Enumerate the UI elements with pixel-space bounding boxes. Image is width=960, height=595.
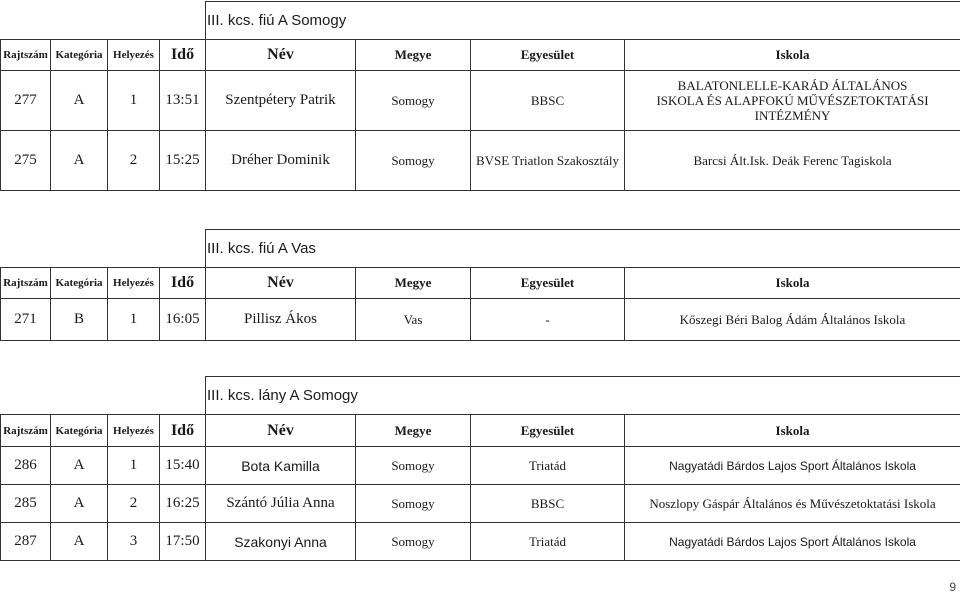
section-title [206, 230, 960, 268]
cell-nev: Szakonyi Anna [206, 523, 356, 561]
cell-helyezes: 1 [108, 447, 160, 485]
header-helyezes: Helyezés [108, 415, 160, 447]
cell-egyesulet: Triatád [471, 523, 625, 561]
header-ido: Idő [160, 40, 206, 71]
results-table-lany-somogy [0, 376, 960, 561]
title-spacer [1, 230, 206, 268]
header-egyesulet: Egyesület [471, 40, 625, 71]
cell-megye: Somogy [356, 485, 471, 523]
cell-helyezes: 1 [108, 299, 160, 341]
section-title-text: III. kcs. fiú A Vas [207, 240, 316, 257]
title-spacer [1, 2, 206, 40]
cell-nev: Pillisz Ákos [206, 299, 356, 341]
results-table-fiu-vas [0, 229, 960, 341]
cell-rajtszam: 271 [1, 299, 51, 341]
cell-helyezes: 2 [108, 485, 160, 523]
cell-helyezes: 3 [108, 523, 160, 561]
header-megye: Megye [356, 415, 471, 447]
header-kategoria: Kategória [51, 268, 108, 299]
cell-megye: Somogy [356, 447, 471, 485]
results-table-fiu-somogy [0, 1, 960, 191]
header-egyesulet: Egyesület [471, 415, 625, 447]
cell-rajtszam: 285 [1, 485, 51, 523]
cell-kategoria: B [51, 299, 108, 341]
cell-egyesulet: BVSE Triatlon Szakosztály [471, 131, 625, 191]
header-rajtszam: Rajtszám [1, 40, 51, 71]
cell-megye: Vas [356, 299, 471, 341]
cell-ido: 15:25 [160, 131, 206, 191]
section-title [206, 377, 960, 415]
cell-iskola: BALATONLELLE-KARÁD ÁLTALÁNOS ISKOLA ÉS ALAPFOKÚ MŰVÉSZETOKTATÁSI INTÉZMÉNY [625, 71, 960, 131]
table-row [1, 447, 960, 485]
header-helyezes: Helyezés [108, 40, 160, 71]
cell-megye: Somogy [356, 523, 471, 561]
header-ido: Idő [160, 415, 206, 447]
cell-rajtszam: 287 [1, 523, 51, 561]
cell-rajtszam: 286 [1, 447, 51, 485]
cell-kategoria: A [51, 131, 108, 191]
cell-iskola: Barcsi Ált.Isk. Deák Ferenc Tagiskola [625, 131, 960, 191]
cell-nev: Dréher Dominik [206, 131, 356, 191]
cell-kategoria: A [51, 523, 108, 561]
cell-ido: 13:51 [160, 71, 206, 131]
header-megye: Megye [356, 268, 471, 299]
cell-kategoria: A [51, 71, 108, 131]
header-egyesulet: Egyesület [471, 268, 625, 299]
cell-ido: 16:25 [160, 485, 206, 523]
table-row [1, 299, 960, 341]
table-row [1, 131, 960, 191]
cell-megye: Somogy [356, 131, 471, 191]
cell-iskola: Kőszegi Béri Balog Ádám Általános Iskola [625, 299, 960, 341]
page-number: 9 [949, 580, 956, 594]
section-title-text: III. kcs. fiú A Somogy [207, 12, 347, 29]
cell-rajtszam: 277 [1, 71, 51, 131]
cell-kategoria: A [51, 447, 108, 485]
header-iskola: Iskola [625, 415, 960, 447]
cell-ido: 16:05 [160, 299, 206, 341]
header-iskola: Iskola [625, 40, 960, 71]
header-kategoria: Kategória [51, 415, 108, 447]
header-ido: Idő [160, 268, 206, 299]
header-kategoria: Kategória [51, 40, 108, 71]
cell-nev: Bota Kamilla [206, 447, 356, 485]
cell-nev: Szántó Júlia Anna [206, 485, 356, 523]
header-iskola: Iskola [625, 268, 960, 299]
cell-helyezes: 1 [108, 71, 160, 131]
cell-egyesulet: BBSC [471, 71, 625, 131]
cell-egyesulet: BBSC [471, 485, 625, 523]
header-megye: Megye [356, 40, 471, 71]
table-row [1, 485, 960, 523]
header-helyezes: Helyezés [108, 268, 160, 299]
section-title-text: III. kcs. lány A Somogy [207, 387, 358, 404]
title-spacer [1, 377, 206, 415]
cell-iskola: Nagyatádi Bárdos Lajos Sport Általános Iskola [625, 447, 960, 485]
header-rajtszam: Rajtszám [1, 268, 51, 299]
cell-helyezes: 2 [108, 131, 160, 191]
cell-iskola: Nagyatádi Bárdos Lajos Sport Általános Iskola [625, 523, 960, 561]
table-row [1, 523, 960, 561]
header-rajtszam: Rajtszám [1, 415, 51, 447]
cell-megye: Somogy [356, 71, 471, 131]
header-nev: Név [206, 415, 356, 447]
table-row [1, 71, 960, 131]
cell-ido: 15:40 [160, 447, 206, 485]
section-title [206, 2, 960, 40]
header-nev: Név [206, 40, 356, 71]
cell-rajtszam: 275 [1, 131, 51, 191]
header-nev: Név [206, 268, 356, 299]
cell-nev: Szentpétery Patrik [206, 71, 356, 131]
cell-kategoria: A [51, 485, 108, 523]
cell-egyesulet: - [471, 299, 625, 341]
cell-egyesulet: Triatád [471, 447, 625, 485]
cell-iskola: Noszlopy Gáspár Általános és Művészetoktatási Iskola [625, 485, 960, 523]
cell-ido: 17:50 [160, 523, 206, 561]
